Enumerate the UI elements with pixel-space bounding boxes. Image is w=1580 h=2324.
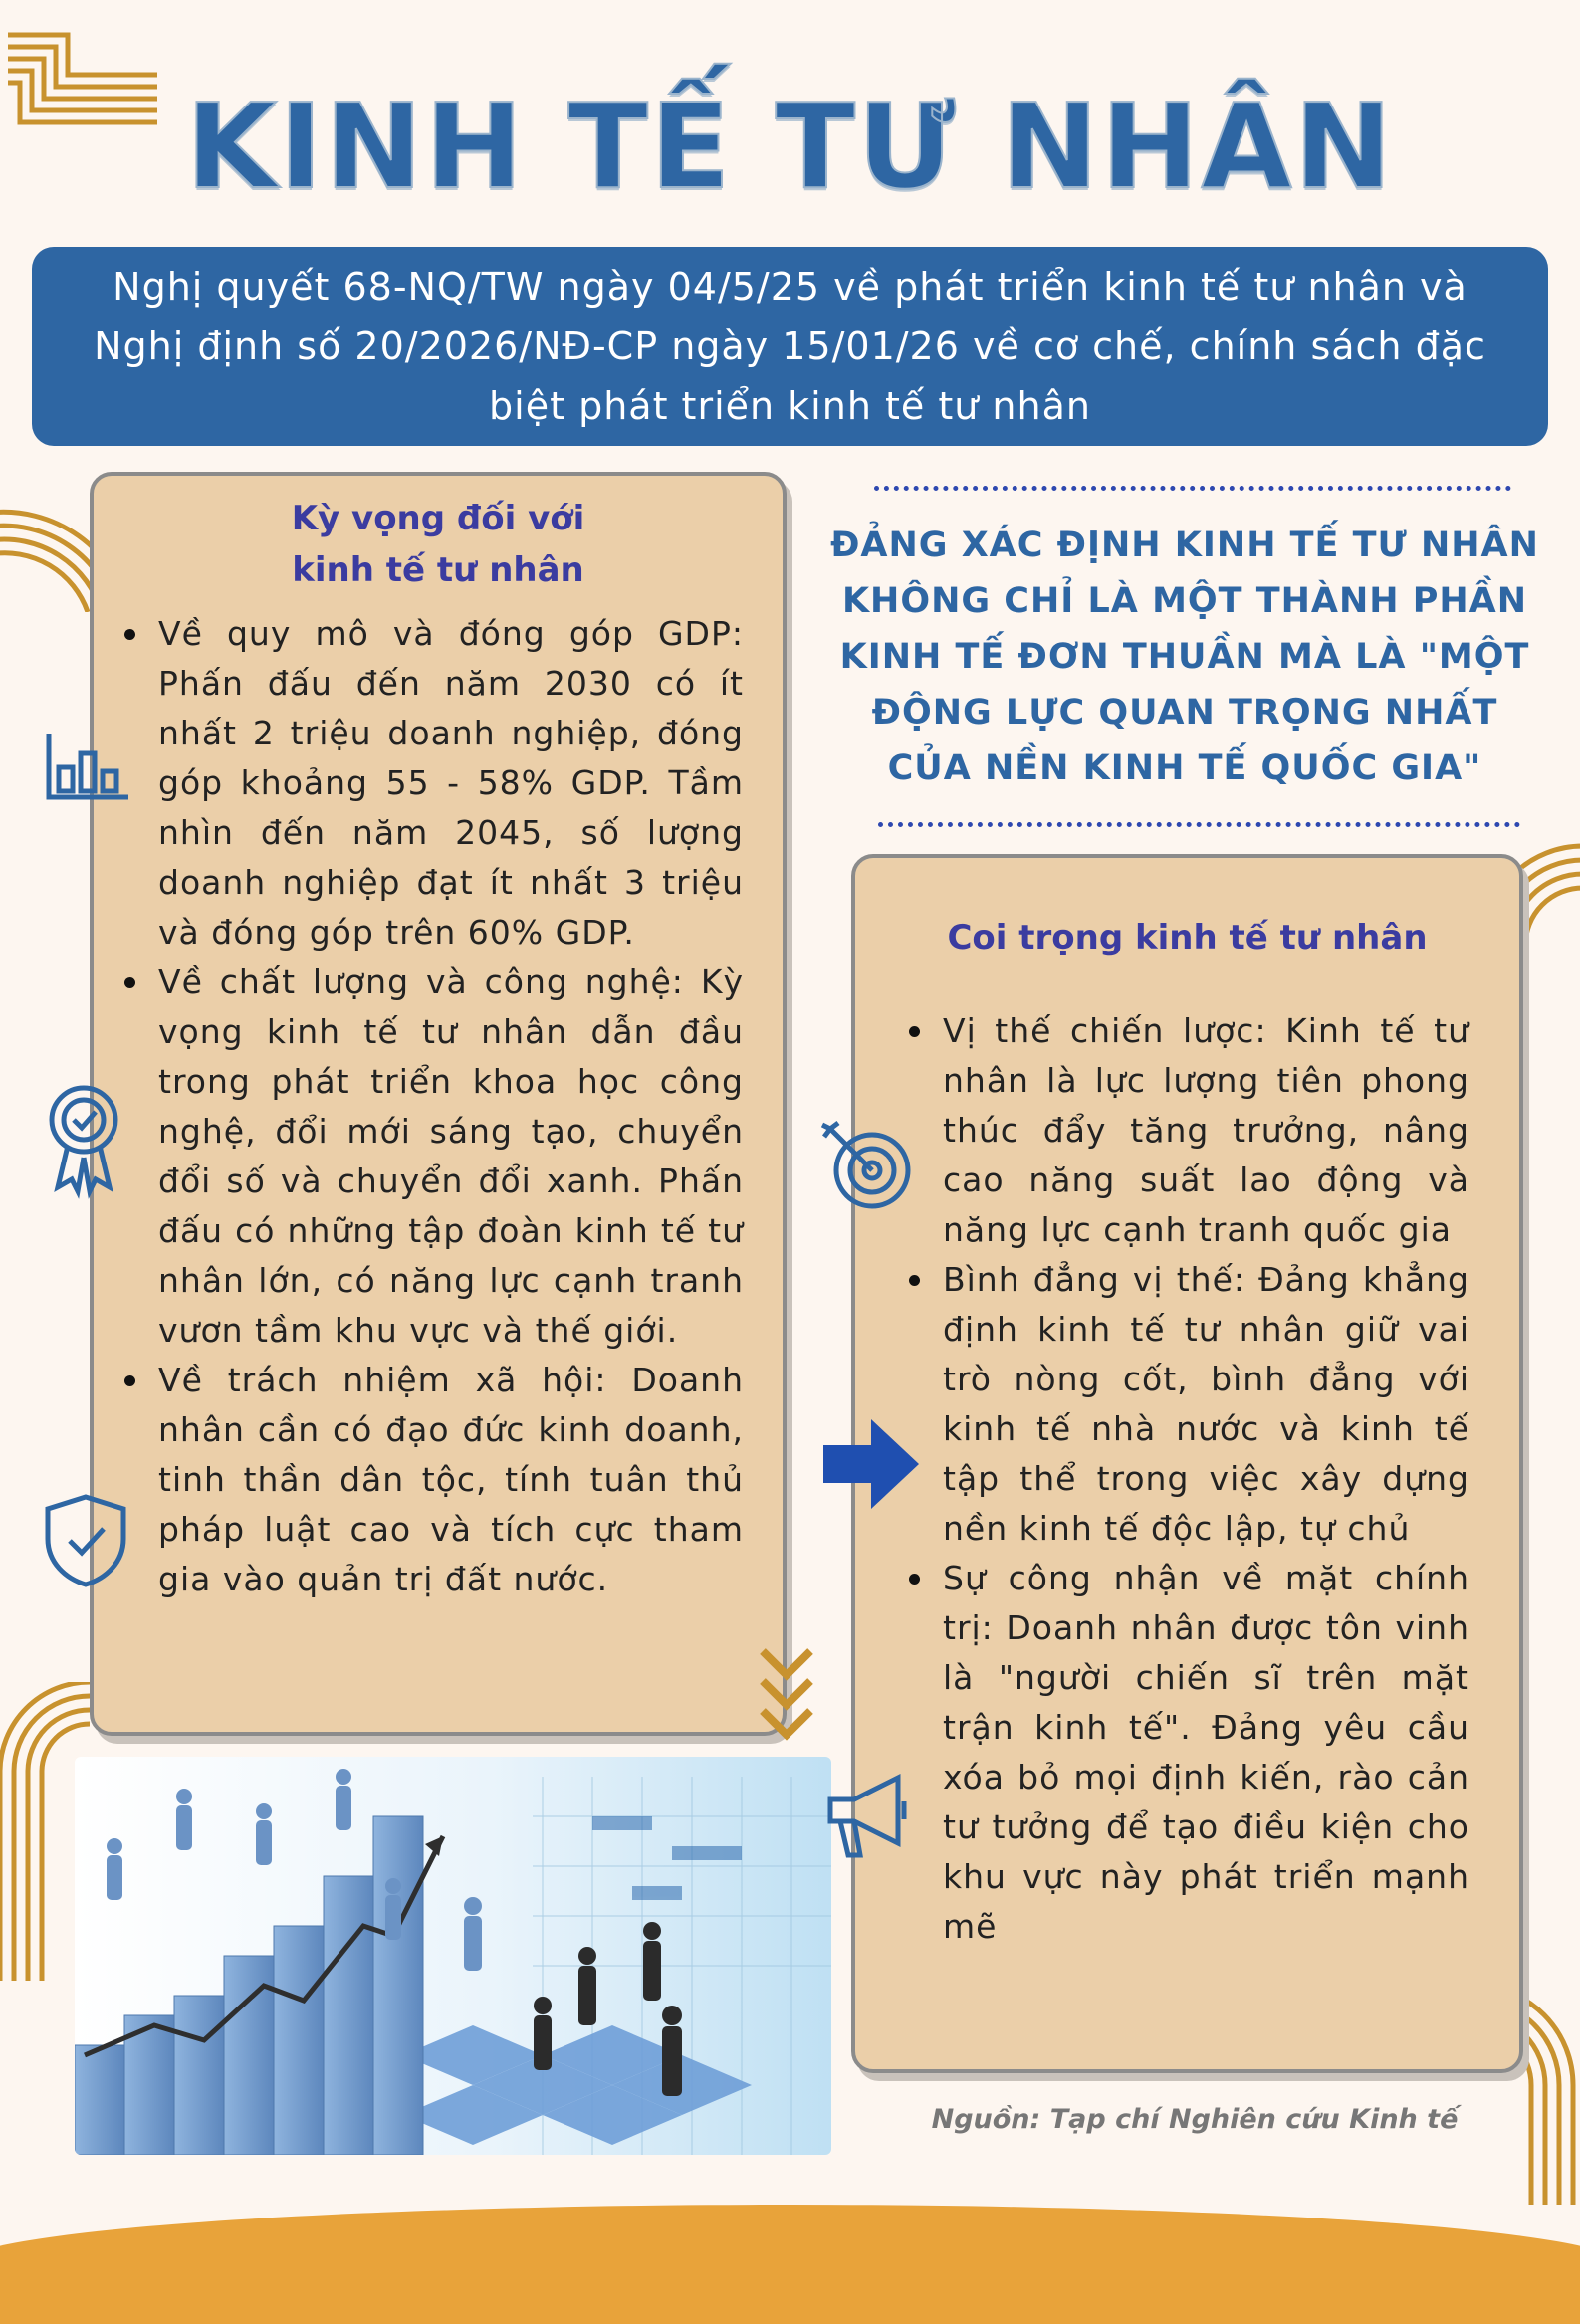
quote-divider-top bbox=[874, 486, 1511, 491]
chevrons-down-icon bbox=[757, 1647, 816, 1747]
expectations-list bbox=[124, 609, 744, 1604]
page-title: KINH TẾ TƯ NHÂN bbox=[185, 78, 1395, 215]
expectations-title-line2: kinh tế tư nhân bbox=[292, 550, 584, 590]
list-item: Sự công nhận về mặt chính trị: Doanh nhân được tôn vinh là "người chiến sĩ trên mặt trận kinh tế". Đảng yêu cầu xóa bỏ mọi định kiến, rào cản tư tưởng để tạo điều kiện cho khu vực này phát triển mạnh mẽ bbox=[909, 1554, 1469, 1952]
party-quote: ĐẢNG XÁC ĐỊNH KINH TẾ TƯ NHÂN KHÔNG CHỈ LÀ MỘT THÀNH PHẦN KINH TẾ ĐƠN THUẦN MÀ LÀ "MỘT ĐỘNG LỰC QUAN TRỌNG NHẤT CỦA NỀN KINH TẾ QUỐC GIA" bbox=[830, 526, 1539, 788]
expectations-card-title bbox=[90, 493, 787, 596]
award-badge-icon bbox=[44, 1080, 123, 1199]
target-icon bbox=[816, 1115, 916, 1214]
business-growth-illustration bbox=[75, 1757, 831, 2155]
list-item: Về chất lượng và công nghệ: Kỳ vọng kinh tế tư nhân dẫn đầu trong phát triển khoa học công nghệ, đổi mới sáng tạo, chuyển đổi số và chuyển đổi xanh. Phấn đấu có những tập đoàn kinh tế tư nhân lớn, có năng lực cạnh tranh vươn tầm khu vực và thế giới. bbox=[124, 957, 744, 1356]
subtitle-text: Nghị quyết 68-NQ/TW ngày 04/5/25 về phát triển kinh tế tư nhân và Nghị định số 20/2026/NĐ-CP ngày 15/01/26 về cơ chế, chính sách đặc biệt phát triển kinh tế tư nhân bbox=[94, 265, 1486, 428]
source-credit: Nguồn: Tạp chí Nghiên cứu Kinh tế bbox=[931, 2104, 1459, 2135]
bar-chart-icon bbox=[45, 732, 130, 801]
subtitle-banner bbox=[32, 247, 1548, 446]
value-list bbox=[909, 1006, 1469, 1952]
arrow-right-icon bbox=[823, 1419, 919, 1509]
quote-divider-bottom bbox=[878, 822, 1520, 827]
value-card-title: Coi trọng kinh tế tư nhân bbox=[947, 918, 1428, 957]
shield-check-icon bbox=[44, 1493, 127, 1588]
megaphone-icon bbox=[824, 1772, 916, 1861]
list-item: Về trách nhiệm xã hội: Doanh nhân cần có đạo đức kinh doanh, tinh thần dân tộc, tính tuân thủ pháp luật cao và tích cực tham gia vào quản trị đất nước. bbox=[124, 1356, 744, 1604]
expectations-title-line1: Kỳ vọng đối với bbox=[291, 499, 585, 538]
list-item: Vị thế chiến lược: Kinh tế tư nhân là lực lượng tiên phong thúc đẩy tăng trưởng, nâng cao năng suất lao động và năng lực cạnh tranh quốc gia bbox=[909, 1006, 1469, 1255]
bottom-decorative-band bbox=[0, 2205, 1580, 2324]
list-item: Về quy mô và đóng góp GDP: Phấn đấu đến năm 2030 có ít nhất 2 triệu doanh nghiệp, đóng góp khoảng 55 - 58% GDP. Tầm nhìn đến năm 2045, số lượng doanh nghiệp đạt ít nhất 3 triệu và đóng góp trên 60% GDP. bbox=[124, 609, 744, 957]
list-item: Bình đẳng vị thế: Đảng khẳng định kinh tế tư nhân giữ vai trò nòng cốt, bình đẳng với kinh tế nhà nước và kinh tế tập thể trong việc xây dựng nền kinh tế độc lập, tự chủ bbox=[909, 1255, 1469, 1554]
